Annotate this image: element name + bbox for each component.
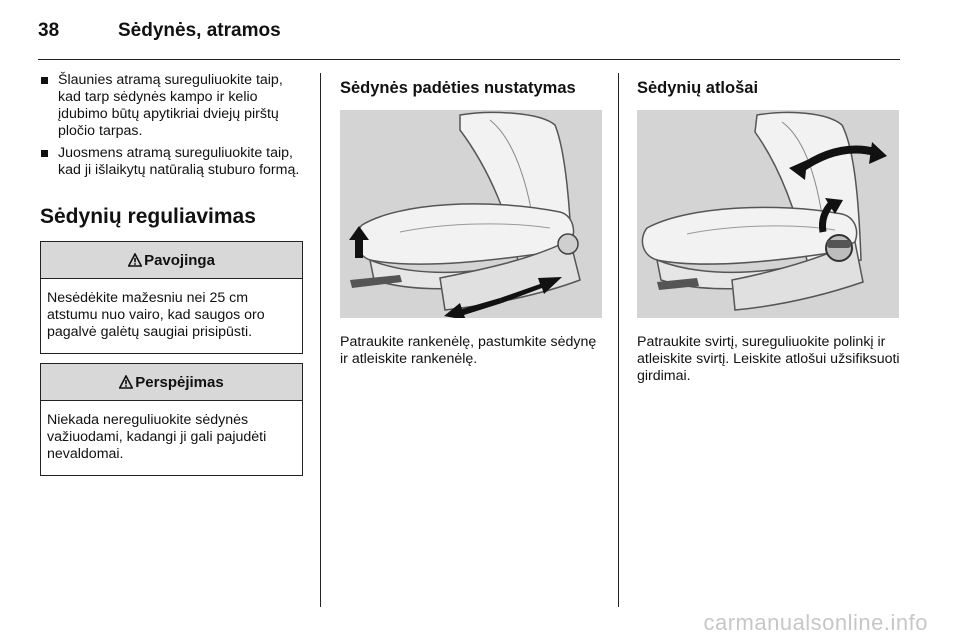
column-3 — [637, 72, 901, 385]
section-heading: Sėdynių atlošai — [637, 79, 759, 97]
bullet-square-icon — [41, 77, 48, 84]
danger-notice-header — [41, 242, 302, 279]
illustration-caption: Patraukite svirtį, sureguliuokite polinkį ir atleiskite svirtį. Leiskite atlošui užsifiksuoti girdimai. — [637, 334, 900, 384]
seat-adjust-illustration — [340, 110, 602, 318]
section-heading: Sėdynių reguliavimas — [40, 205, 256, 228]
column-divider-2 — [618, 73, 619, 607]
column-1 — [40, 72, 303, 485]
page-number: 38 — [38, 20, 60, 41]
illustration-caption: Patraukite rankenėlę, pastumkite sėdynę ir atleiskite rankenėlę. — [340, 334, 597, 367]
danger-notice-title: Pavojinga — [144, 251, 215, 269]
column-2 — [340, 72, 602, 368]
danger-notice-text: Nesėdėkite mažesniu nei 25 cm atstumu nuo vairo, kad saugos oro pagalvė galėtų saugiai prisipūsti. — [47, 290, 265, 340]
caution-notice-title: Perspėjimas — [135, 373, 224, 391]
column-divider-1 — [320, 73, 321, 607]
warning-triangle-icon — [128, 253, 142, 267]
page-title: Sėdynės, atramos — [118, 20, 281, 41]
list-item: Juosmens atramą sureguliuokite taip, kad ji išlaikytų natūralią stuburo formą. — [40, 145, 303, 179]
list-item: Šlaunies atramą sureguliuokite taip, kad tarp sėdynės kampo ir kelio įdubimo būtų apytikriai dviejų pirštų pločio tarpas. — [40, 72, 303, 140]
header-divider — [38, 59, 900, 60]
footer-watermark: carmanualsonline.info — [703, 610, 928, 635]
caution-notice — [40, 363, 303, 476]
warning-triangle-icon — [119, 375, 133, 389]
seatback-recline-illustration — [637, 110, 899, 318]
section-heading: Sėdynės padėties nustatymas — [340, 79, 576, 97]
bullet-list — [40, 72, 303, 179]
page-header — [38, 20, 281, 50]
caution-notice-text: Niekada nereguliuokite sėdynės važiuodami, kadangi ji gali pajudėti nevaldomai. — [47, 412, 267, 462]
danger-notice — [40, 241, 303, 354]
bullet-square-icon — [41, 150, 48, 157]
caution-notice-header — [41, 364, 302, 401]
